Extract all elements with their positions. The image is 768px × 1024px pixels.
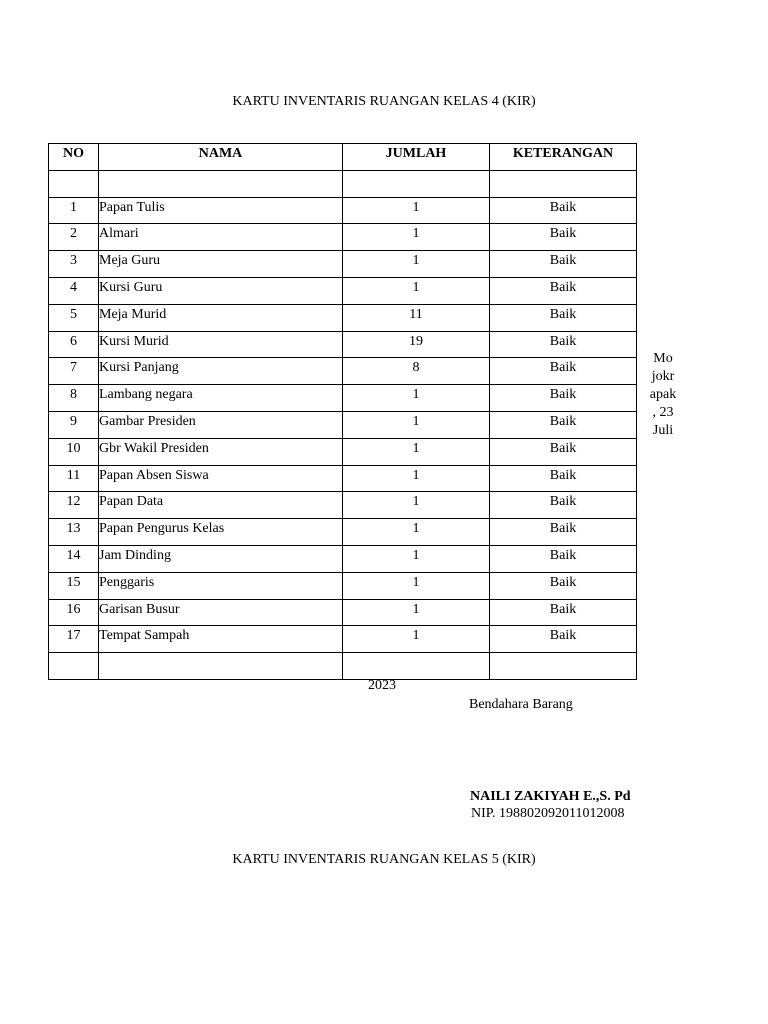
signer-name: NAILI ZAKIYAH E.,S. Pd [470,789,631,804]
cell-nama: Lambang negara [99,385,343,412]
cell-nama: Penggaris [99,572,343,599]
cell-keterangan: Baik [490,304,637,331]
cell-nama: Papan Pengurus Kelas [99,519,343,546]
header-jumlah: JUMLAH [343,144,490,171]
cell-nama: Papan Tulis [99,197,343,224]
document-title-kelas-4: KARTU INVENTARIS RUANGAN KELAS 4 (KIR) [232,94,536,109]
cell-jumlah: 1 [343,411,490,438]
cell-nama: Tempat Sampah [99,626,343,653]
table-row [49,277,637,304]
cell-keterangan: Baik [490,224,637,251]
table-row [49,304,637,331]
cell-jumlah: 1 [343,197,490,224]
cell-keterangan: Baik [490,411,637,438]
cell-jumlah: 19 [343,331,490,358]
cell-no: 10 [49,438,99,465]
cell-no: 8 [49,385,99,412]
table-row-empty [49,170,637,197]
cell-no: 15 [49,572,99,599]
side-note-line: jokr [651,369,675,384]
cell-keterangan: Baik [490,545,637,572]
table-row [49,358,637,385]
cell-jumlah: 1 [343,224,490,251]
cell-jumlah: 1 [343,572,490,599]
cell-nama: Meja Guru [99,251,343,278]
cell-keterangan: Baik [490,385,637,412]
document-title-kelas-5: KARTU INVENTARIS RUANGAN KELAS 5 (KIR) [232,852,536,867]
cell-no: 2 [49,224,99,251]
table-row [49,331,637,358]
header-nama: NAMA [99,144,343,171]
cell-jumlah: 1 [343,465,490,492]
cell-keterangan: Baik [490,358,637,385]
cell-nama: Jam Dinding [99,545,343,572]
cell-jumlah: 11 [343,304,490,331]
signature-year: 2023 [368,678,396,693]
cell-no: 3 [49,251,99,278]
side-note-location-date [645,350,681,440]
cell-no: 11 [49,465,99,492]
cell-nama: Kursi Guru [99,277,343,304]
table-row [49,545,637,572]
cell-keterangan: Baik [490,251,637,278]
cell-nama: Kursi Panjang [99,358,343,385]
table-row [49,197,637,224]
table-header-row [49,144,637,171]
cell-keterangan: Baik [490,465,637,492]
table-row-empty [49,653,637,680]
cell-nama: Kursi Murid [99,331,343,358]
cell-no: 4 [49,277,99,304]
cell-keterangan: Baik [490,492,637,519]
cell-no: 9 [49,411,99,438]
cell-jumlah: 1 [343,385,490,412]
table-row [49,519,637,546]
cell-nama: Papan Absen Siswa [99,465,343,492]
table-row [49,251,637,278]
table-row [49,492,637,519]
cell-jumlah: 1 [343,519,490,546]
cell-keterangan: Baik [490,626,637,653]
cell-no: 7 [49,358,99,385]
cell-nama: Gbr Wakil Presiden [99,438,343,465]
cell-keterangan: Baik [490,572,637,599]
side-note-line: Mo [653,351,673,366]
cell-keterangan: Baik [490,277,637,304]
cell-jumlah: 1 [343,626,490,653]
cell-jumlah: 1 [343,599,490,626]
header-keterangan: KETERANGAN [490,144,637,171]
cell-no: 14 [49,545,99,572]
table-row [49,572,637,599]
header-no: NO [49,144,99,171]
table-row [49,626,637,653]
cell-jumlah: 1 [343,545,490,572]
cell-nama: Garisan Busur [99,599,343,626]
cell-no: 17 [49,626,99,653]
cell-keterangan: Baik [490,599,637,626]
cell-keterangan: Baik [490,197,637,224]
cell-jumlah: 1 [343,277,490,304]
table-row [49,599,637,626]
side-note-line: , 23 [652,405,674,420]
cell-nama: Meja Murid [99,304,343,331]
cell-jumlah: 1 [343,251,490,278]
table-row [49,224,637,251]
inventory-table [48,143,637,680]
table-row [49,465,637,492]
cell-jumlah: 1 [343,492,490,519]
cell-nama: Gambar Presiden [99,411,343,438]
cell-jumlah: 1 [343,438,490,465]
signer-nip: NIP. 198802092011012008 [471,806,625,821]
cell-no: 16 [49,599,99,626]
cell-no: 1 [49,197,99,224]
cell-jumlah: 8 [343,358,490,385]
table-row [49,385,637,412]
cell-no: 5 [49,304,99,331]
cell-keterangan: Baik [490,519,637,546]
cell-no: 13 [49,519,99,546]
table-body [49,170,637,679]
table-row [49,438,637,465]
cell-keterangan: Baik [490,331,637,358]
cell-no: 6 [49,331,99,358]
cell-keterangan: Baik [490,438,637,465]
side-note-line: Juli [652,423,674,438]
cell-no: 12 [49,492,99,519]
side-note-line: apak [649,387,677,402]
cell-nama: Almari [99,224,343,251]
cell-nama: Papan Data [99,492,343,519]
signature-role: Bendahara Barang [469,697,573,712]
table-row [49,411,637,438]
